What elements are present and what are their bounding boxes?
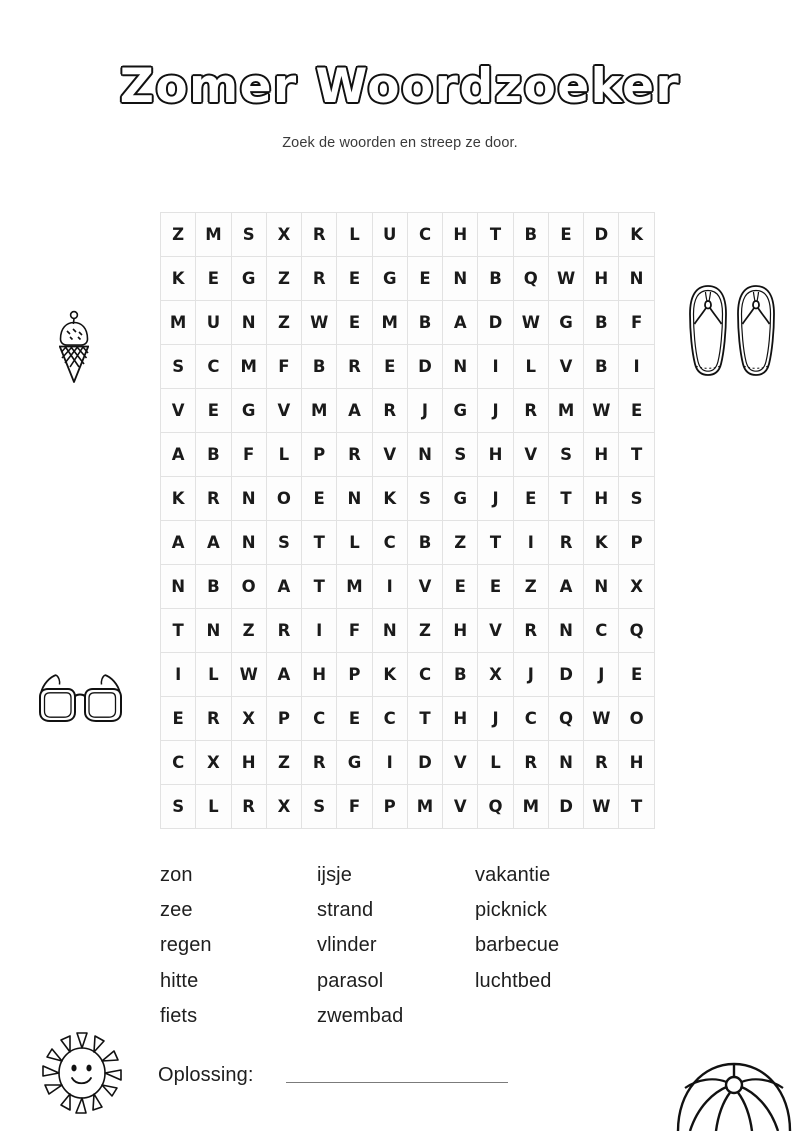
grid-cell[interactable]: I: [372, 565, 407, 609]
grid-cell[interactable]: H: [231, 741, 266, 785]
grid-cell[interactable]: T: [478, 213, 513, 257]
word-search-grid-container: [160, 212, 644, 829]
grid-cell[interactable]: M: [196, 213, 231, 257]
word-list-item[interactable]: picknick: [475, 899, 547, 922]
grid-cell[interactable]: R: [266, 609, 301, 653]
word-list-item[interactable]: barbecue: [475, 934, 560, 957]
grid-cell[interactable]: M: [337, 565, 372, 609]
grid-cell[interactable]: S: [161, 785, 196, 829]
grid-cell[interactable]: H: [443, 697, 478, 741]
grid-cell[interactable]: N: [443, 345, 478, 389]
word-list-item[interactable]: luchtbed: [475, 969, 552, 992]
grid-cell[interactable]: F: [337, 785, 372, 829]
grid-cell[interactable]: N: [407, 433, 442, 477]
grid-cell[interactable]: M: [548, 389, 583, 433]
grid-cell[interactable]: W: [584, 785, 619, 829]
grid-cell[interactable]: A: [548, 565, 583, 609]
grid-cell[interactable]: S: [266, 521, 301, 565]
grid-cell[interactable]: B: [196, 433, 231, 477]
grid-cell[interactable]: K: [372, 477, 407, 521]
word-search-grid[interactable]: [160, 212, 655, 829]
grid-row: [161, 301, 655, 345]
grid-cell[interactable]: W: [548, 257, 583, 301]
grid-cell[interactable]: R: [513, 389, 548, 433]
grid-cell[interactable]: K: [619, 213, 654, 257]
grid-cell[interactable]: J: [478, 477, 513, 521]
grid-cell[interactable]: I: [161, 653, 196, 697]
grid-cell[interactable]: X: [478, 653, 513, 697]
grid-cell[interactable]: Z: [407, 609, 442, 653]
grid-cell[interactable]: J: [407, 389, 442, 433]
grid-cell[interactable]: C: [302, 697, 337, 741]
grid-cell[interactable]: A: [443, 301, 478, 345]
grid-cell[interactable]: B: [407, 301, 442, 345]
grid-cell[interactable]: H: [302, 653, 337, 697]
grid-cell[interactable]: N: [619, 257, 654, 301]
grid-cell[interactable]: W: [513, 301, 548, 345]
grid-cell[interactable]: D: [548, 785, 583, 829]
grid-cell[interactable]: R: [302, 741, 337, 785]
answer-label: Oplossing:: [158, 1064, 254, 1086]
grid-cell[interactable]: G: [443, 389, 478, 433]
grid-row: [161, 477, 655, 521]
word-list-column-1: [160, 858, 317, 1034]
grid-cell[interactable]: V: [443, 785, 478, 829]
grid-cell[interactable]: L: [478, 741, 513, 785]
grid-cell[interactable]: E: [302, 477, 337, 521]
grid-row: [161, 389, 655, 433]
grid-row: [161, 609, 655, 653]
grid-cell[interactable]: H: [584, 477, 619, 521]
grid-cell[interactable]: G: [443, 477, 478, 521]
grid-cell[interactable]: M: [161, 301, 196, 345]
grid-cell[interactable]: V: [443, 741, 478, 785]
grid-row: [161, 697, 655, 741]
grid-cell[interactable]: R: [513, 741, 548, 785]
grid-cell[interactable]: Q: [478, 785, 513, 829]
grid-cell[interactable]: S: [161, 345, 196, 389]
grid-cell[interactable]: M: [513, 785, 548, 829]
grid-cell[interactable]: R: [337, 345, 372, 389]
grid-cell[interactable]: T: [619, 433, 654, 477]
grid-cell[interactable]: O: [619, 697, 654, 741]
grid-cell[interactable]: Z: [266, 257, 301, 301]
grid-cell[interactable]: Z: [266, 301, 301, 345]
grid-cell[interactable]: E: [478, 565, 513, 609]
grid-cell[interactable]: A: [337, 389, 372, 433]
grid-cell[interactable]: E: [337, 257, 372, 301]
grid-cell[interactable]: T: [302, 521, 337, 565]
grid-cell[interactable]: M: [407, 785, 442, 829]
grid-cell[interactable]: X: [619, 565, 654, 609]
grid-cell[interactable]: V: [478, 609, 513, 653]
grid-cell[interactable]: N: [337, 477, 372, 521]
grid-cell[interactable]: H: [443, 609, 478, 653]
grid-cell[interactable]: N: [231, 301, 266, 345]
grid-cell[interactable]: T: [478, 521, 513, 565]
grid-cell[interactable]: E: [619, 653, 654, 697]
grid-cell[interactable]: E: [196, 257, 231, 301]
grid-cell[interactable]: A: [196, 521, 231, 565]
grid-cell[interactable]: E: [548, 213, 583, 257]
grid-cell[interactable]: L: [337, 213, 372, 257]
grid-cell[interactable]: T: [161, 609, 196, 653]
grid-cell[interactable]: C: [407, 213, 442, 257]
grid-row: [161, 433, 655, 477]
grid-cell[interactable]: V: [372, 433, 407, 477]
word-list-item[interactable]: zon: [160, 864, 193, 886]
grid-cell[interactable]: F: [266, 345, 301, 389]
grid-cell[interactable]: A: [266, 653, 301, 697]
grid-cell[interactable]: S: [231, 213, 266, 257]
answer-row: [158, 1064, 508, 1087]
grid-cell[interactable]: B: [302, 345, 337, 389]
grid-cell[interactable]: A: [266, 565, 301, 609]
grid-cell[interactable]: P: [619, 521, 654, 565]
grid-cell[interactable]: E: [619, 389, 654, 433]
grid-cell[interactable]: M: [302, 389, 337, 433]
grid-cell[interactable]: T: [619, 785, 654, 829]
grid-cell[interactable]: J: [478, 389, 513, 433]
smiling-sun-icon: [38, 1028, 126, 1118]
grid-row: [161, 257, 655, 301]
grid-cell[interactable]: E: [337, 301, 372, 345]
grid-cell[interactable]: K: [161, 257, 196, 301]
grid-cell[interactable]: Z: [513, 565, 548, 609]
grid-cell[interactable]: V: [407, 565, 442, 609]
grid-cell[interactable]: T: [407, 697, 442, 741]
grid-cell[interactable]: F: [337, 609, 372, 653]
grid-cell[interactable]: E: [337, 697, 372, 741]
grid-cell[interactable]: S: [443, 433, 478, 477]
word-list-item[interactable]: hitte: [160, 969, 199, 992]
grid-cell[interactable]: N: [443, 257, 478, 301]
grid-cell[interactable]: B: [196, 565, 231, 609]
grid-cell[interactable]: E: [513, 477, 548, 521]
grid-cell[interactable]: Z: [161, 213, 196, 257]
grid-cell[interactable]: C: [513, 697, 548, 741]
grid-cell[interactable]: P: [372, 785, 407, 829]
grid-cell[interactable]: O: [266, 477, 301, 521]
grid-cell[interactable]: Z: [231, 609, 266, 653]
grid-cell[interactable]: X: [266, 213, 301, 257]
grid-cell[interactable]: D: [407, 741, 442, 785]
grid-cell[interactable]: M: [372, 301, 407, 345]
grid-cell[interactable]: L: [266, 433, 301, 477]
grid-cell[interactable]: N: [161, 565, 196, 609]
grid-row: [161, 565, 655, 609]
grid-cell[interactable]: E: [372, 345, 407, 389]
grid-cell[interactable]: R: [196, 477, 231, 521]
grid-cell[interactable]: C: [407, 653, 442, 697]
grid-cell[interactable]: A: [161, 521, 196, 565]
grid-cell[interactable]: S: [619, 477, 654, 521]
grid-cell[interactable]: N: [548, 609, 583, 653]
grid-cell[interactable]: C: [372, 697, 407, 741]
grid-cell[interactable]: C: [196, 345, 231, 389]
grid-row: [161, 213, 655, 257]
grid-cell[interactable]: T: [302, 565, 337, 609]
grid-cell[interactable]: P: [266, 697, 301, 741]
grid-cell[interactable]: D: [548, 653, 583, 697]
grid-cell[interactable]: G: [231, 257, 266, 301]
word-list-item[interactable]: zee: [160, 899, 193, 922]
grid-row: [161, 521, 655, 565]
grid-cell[interactable]: Q: [513, 257, 548, 301]
grid-cell[interactable]: X: [196, 741, 231, 785]
grid-cell[interactable]: P: [302, 433, 337, 477]
grid-cell[interactable]: E: [407, 257, 442, 301]
grid-cell[interactable]: H: [584, 257, 619, 301]
page-title: Zomer Woordzoeker: [119, 59, 681, 114]
grid-cell[interactable]: C: [372, 521, 407, 565]
grid-cell[interactable]: X: [231, 697, 266, 741]
grid-cell[interactable]: G: [337, 741, 372, 785]
grid-cell[interactable]: K: [161, 477, 196, 521]
grid-cell[interactable]: R: [231, 785, 266, 829]
grid-cell[interactable]: D: [478, 301, 513, 345]
grid-cell[interactable]: J: [513, 653, 548, 697]
grid-cell[interactable]: W: [302, 301, 337, 345]
grid-cell[interactable]: E: [196, 389, 231, 433]
grid-cell[interactable]: S: [548, 433, 583, 477]
grid-cell[interactable]: J: [478, 697, 513, 741]
grid-cell[interactable]: I: [619, 345, 654, 389]
grid-cell[interactable]: N: [231, 477, 266, 521]
grid-cell[interactable]: N: [548, 741, 583, 785]
grid-cell[interactable]: L: [196, 653, 231, 697]
grid-cell[interactable]: R: [302, 257, 337, 301]
word-list-item[interactable]: regen: [160, 934, 212, 957]
grid-cell[interactable]: W: [584, 389, 619, 433]
beach-ball-icon: [676, 1058, 792, 1131]
word-list-column-3: [475, 858, 640, 1034]
grid-cell[interactable]: B: [513, 213, 548, 257]
grid-cell[interactable]: B: [443, 653, 478, 697]
grid-cell[interactable]: V: [513, 433, 548, 477]
word-list-column-2: [317, 858, 475, 1034]
grid-cell[interactable]: H: [584, 433, 619, 477]
grid-cell[interactable]: E: [443, 565, 478, 609]
sunglasses-icon: [34, 668, 126, 734]
grid-cell[interactable]: Q: [548, 697, 583, 741]
grid-cell[interactable]: F: [231, 433, 266, 477]
grid-cell[interactable]: I: [302, 609, 337, 653]
grid-cell[interactable]: M: [231, 345, 266, 389]
grid-cell[interactable]: L: [513, 345, 548, 389]
grid-row: [161, 345, 655, 389]
grid-cell[interactable]: A: [161, 433, 196, 477]
grid-cell[interactable]: G: [372, 257, 407, 301]
grid-cell[interactable]: B: [584, 345, 619, 389]
grid-cell[interactable]: F: [619, 301, 654, 345]
grid-cell[interactable]: N: [196, 609, 231, 653]
grid-cell[interactable]: R: [337, 433, 372, 477]
grid-cell[interactable]: N: [372, 609, 407, 653]
grid-cell[interactable]: Z: [266, 741, 301, 785]
grid-cell[interactable]: I: [372, 741, 407, 785]
answer-input-line[interactable]: [286, 1081, 508, 1083]
grid-cell[interactable]: S: [302, 785, 337, 829]
page-header: [0, 0, 800, 151]
grid-row: [161, 785, 655, 829]
grid-cell[interactable]: L: [337, 521, 372, 565]
grid-cell[interactable]: E: [161, 697, 196, 741]
grid-cell[interactable]: B: [478, 257, 513, 301]
word-list-item[interactable]: zwembad: [317, 1004, 404, 1027]
grid-cell[interactable]: B: [407, 521, 442, 565]
word-list-item[interactable]: fiets: [160, 1004, 198, 1027]
grid-cell[interactable]: R: [584, 741, 619, 785]
grid-cell[interactable]: D: [584, 213, 619, 257]
flip-flops-icon: [682, 280, 782, 380]
word-list-item[interactable]: ijsje: [317, 864, 352, 886]
grid-cell[interactable]: W: [231, 653, 266, 697]
grid-cell[interactable]: V: [161, 389, 196, 433]
grid-cell[interactable]: N: [584, 565, 619, 609]
word-list: [160, 858, 640, 1034]
grid-cell[interactable]: R: [196, 697, 231, 741]
grid-cell[interactable]: H: [478, 433, 513, 477]
grid-cell[interactable]: R: [513, 609, 548, 653]
grid-cell[interactable]: J: [584, 653, 619, 697]
grid-cell[interactable]: P: [337, 653, 372, 697]
grid-cell[interactable]: G: [548, 301, 583, 345]
grid-cell[interactable]: U: [372, 213, 407, 257]
grid-row: [161, 653, 655, 697]
word-list-item[interactable]: vlinder: [317, 934, 377, 957]
grid-cell[interactable]: H: [443, 213, 478, 257]
grid-cell[interactable]: I: [513, 521, 548, 565]
grid-cell[interactable]: U: [196, 301, 231, 345]
grid-cell[interactable]: R: [548, 521, 583, 565]
grid-cell[interactable]: N: [231, 521, 266, 565]
grid-cell[interactable]: L: [196, 785, 231, 829]
grid-cell[interactable]: Q: [619, 609, 654, 653]
grid-cell[interactable]: C: [161, 741, 196, 785]
grid-cell[interactable]: O: [231, 565, 266, 609]
grid-cell[interactable]: K: [372, 653, 407, 697]
grid-cell[interactable]: Z: [443, 521, 478, 565]
grid-cell[interactable]: R: [372, 389, 407, 433]
grid-cell[interactable]: D: [407, 345, 442, 389]
grid-cell[interactable]: C: [584, 609, 619, 653]
grid-cell[interactable]: V: [548, 345, 583, 389]
grid-cell[interactable]: G: [231, 389, 266, 433]
grid-cell[interactable]: X: [266, 785, 301, 829]
word-list-item[interactable]: strand: [317, 899, 374, 922]
grid-cell[interactable]: W: [584, 697, 619, 741]
grid-cell[interactable]: I: [478, 345, 513, 389]
ice-cream-cone-icon: [52, 306, 96, 386]
grid-cell[interactable]: S: [407, 477, 442, 521]
grid-cell[interactable]: R: [302, 213, 337, 257]
page-subtitle: Zoek de woorden en streep ze door.: [282, 135, 518, 152]
grid-cell[interactable]: K: [584, 521, 619, 565]
grid-cell[interactable]: T: [548, 477, 583, 521]
grid-cell[interactable]: V: [266, 389, 301, 433]
word-list-item[interactable]: vakantie: [475, 864, 551, 886]
grid-cell[interactable]: H: [619, 741, 654, 785]
word-list-item[interactable]: parasol: [317, 969, 384, 992]
grid-row: [161, 741, 655, 785]
grid-cell[interactable]: B: [584, 301, 619, 345]
